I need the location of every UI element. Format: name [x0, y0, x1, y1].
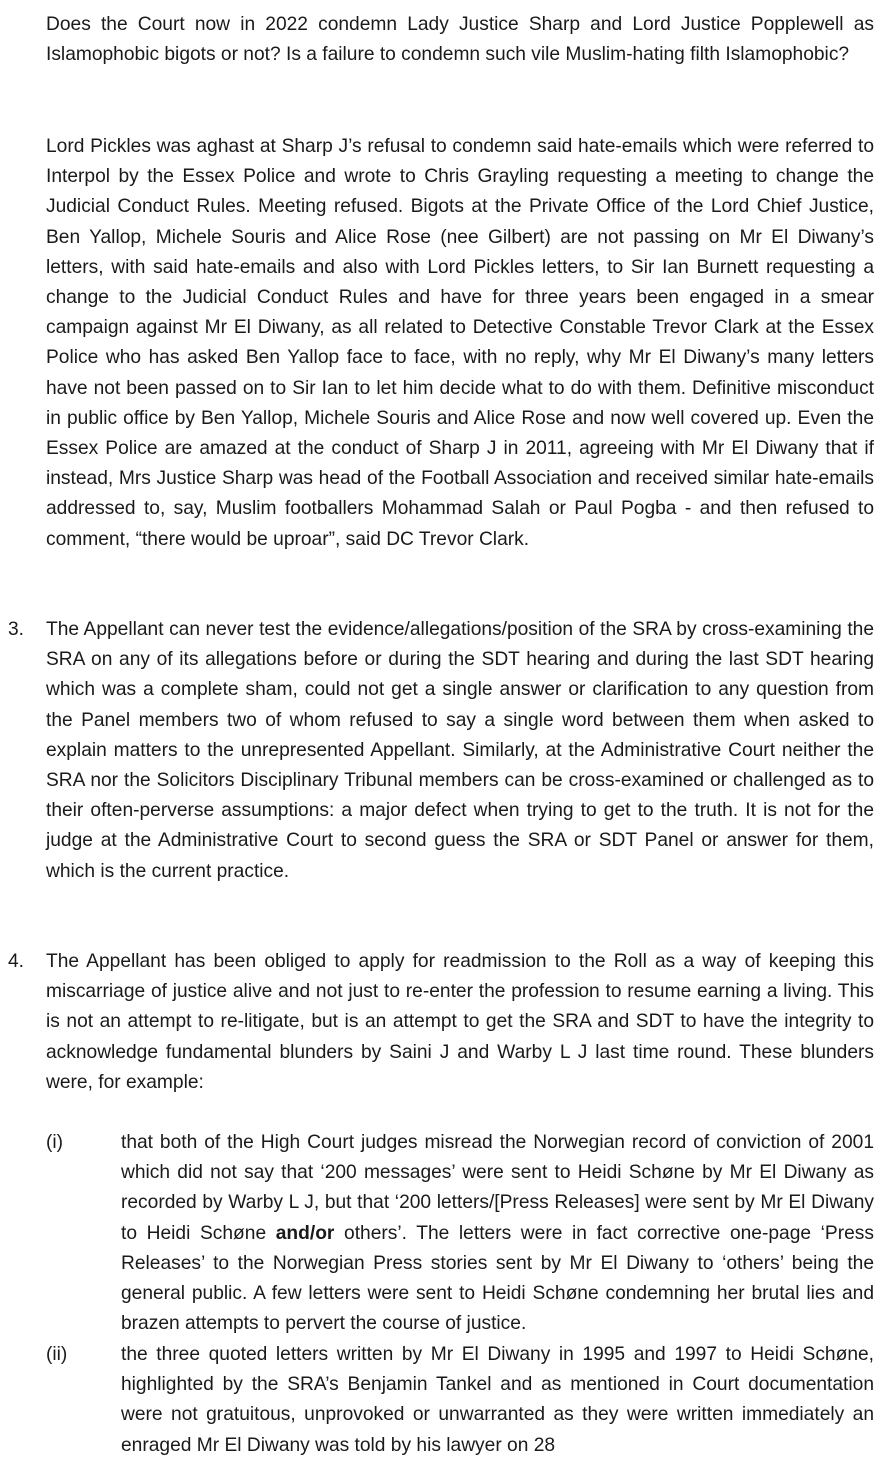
sub-item-ii: the three quoted letters written by Mr El Diwany in 1995 and 1997 to Heidi Schøne, highlighted by the SRA’s Benjamin Tankel and as mentioned in Court documentation were not gratuitous, unprovoked or unwarranted as they were written immediately an enraged Mr El Diwany was told by his lawyer on 28	[121, 1344, 874, 1456]
paragraph-4: The Appellant has been obliged to apply for readmission to the Roll as a way of keeping this miscarriage of justice alive and not just to re-enter the profession to resume earning a living. This is not an attempt to re-litigate, but is an attempt to get the SRA and SDT to have the integrity to acknowledge fundamental blunders by Saini J and Warby L J last time round. These blunders were, for example:	[46, 951, 874, 1093]
sub-item-i-bold: and/or	[275, 1222, 335, 1244]
sub-item-label-ii: (ii)	[46, 1344, 68, 1365]
paragraph-islamophobic-question: Does the Court now in 2022 condemn Lady Justice Sharp and Lord Justice Popplewell as Islamophobic bigots or not? Is a failure to condemn such vile Muslim-hating filth Islamophobic?	[46, 14, 874, 66]
sub-item-i-text-a: that both of the High Court judges misread the Norwegian record of conviction of 2001 which did not say that ‘200 messages’ were sent to Heidi Schøne by Mr El Diwany as recorded by Warby L J, but that ‘200 letters/[Press Releases] were sent by Mr El Diwany to Heidi Schøne	[121, 1132, 874, 1244]
sub-item-label-i: (i)	[46, 1132, 64, 1153]
list-number-3: 3.	[8, 619, 25, 640]
list-number-4: 4.	[8, 951, 25, 972]
sub-item-i-text-b: others’. The letters were in fact corrective one-page ‘Press Releases’ to the Norwegian Press stories sent by Mr El Diwany to ‘others’ being the general public. A few letters were sent to Heidi Schøne condemning her brutal lies and brazen attempts to pervert the course of justice.	[121, 1222, 874, 1335]
paragraph-lord-pickles: Lord Pickles was aghast at Sharp J’s refusal to condemn said hate-emails which were referred to Interpol by the Essex Police and wrote to Chris Grayling requesting a meeting to change the Judicial Conduct Rules. Meeting refused. Bigots at the Private Office of the Lord Chief Justice, Ben Yallop, Michele Souris and Alice Rose (nee Gilbert) are not passing on Mr El Diwany’s letters, with said hate-emails and also with Lord Pickles letters, to Sir Ian Burnett requesting a change to the Judicial Conduct Rules and have for three years been engaged in a smear campaign against Mr El Diwany, as all related to Detective Constable Trevor Clark at the Essex Police who has asked Ben Yallop face to face, with no reply, why Mr El Diwany’s many letters have not been passed on to Sir Ian to let him decide what to do with them. Definitive misconduct in public office by Ben Yallop, Michele Souris and Alice Rose and now well covered up. Even the Essex Police are amazed at the conduct of Sharp J in 2011, agreeing with Mr El Diwany that if instead, Mrs Justice Sharp was head of the Football Association and received similar hate-emails addressed to, say, Muslim footballers Mohammad Salah or Paul Pogba - and then refused to comment, “there would be uproar”, said DC Trevor Clark.	[46, 136, 874, 550]
sub-item-i	[121, 1128, 874, 1339]
paragraph-3: The Appellant can never test the evidence/allegations/position of the SRA by cross-examining the SRA on any of its allegations before or during the SDT hearing and during the last SDT hearing which was a complete sham, could not get a single answer or clarification to any question from the Panel members two of whom refused to say a single word between them when asked to explain matters to the unrepresented Appellant. Similarly, at the Administrative Court neither the SRA nor the Solicitors Disciplinary Tribunal members can be cross-examined or challenged as to their often-perverse assumptions: a major defect when trying to get to the truth. It is not for the judge at the Administrative Court to second guess the SRA or SDT Panel or answer for them, which is the current practice.	[46, 619, 874, 882]
